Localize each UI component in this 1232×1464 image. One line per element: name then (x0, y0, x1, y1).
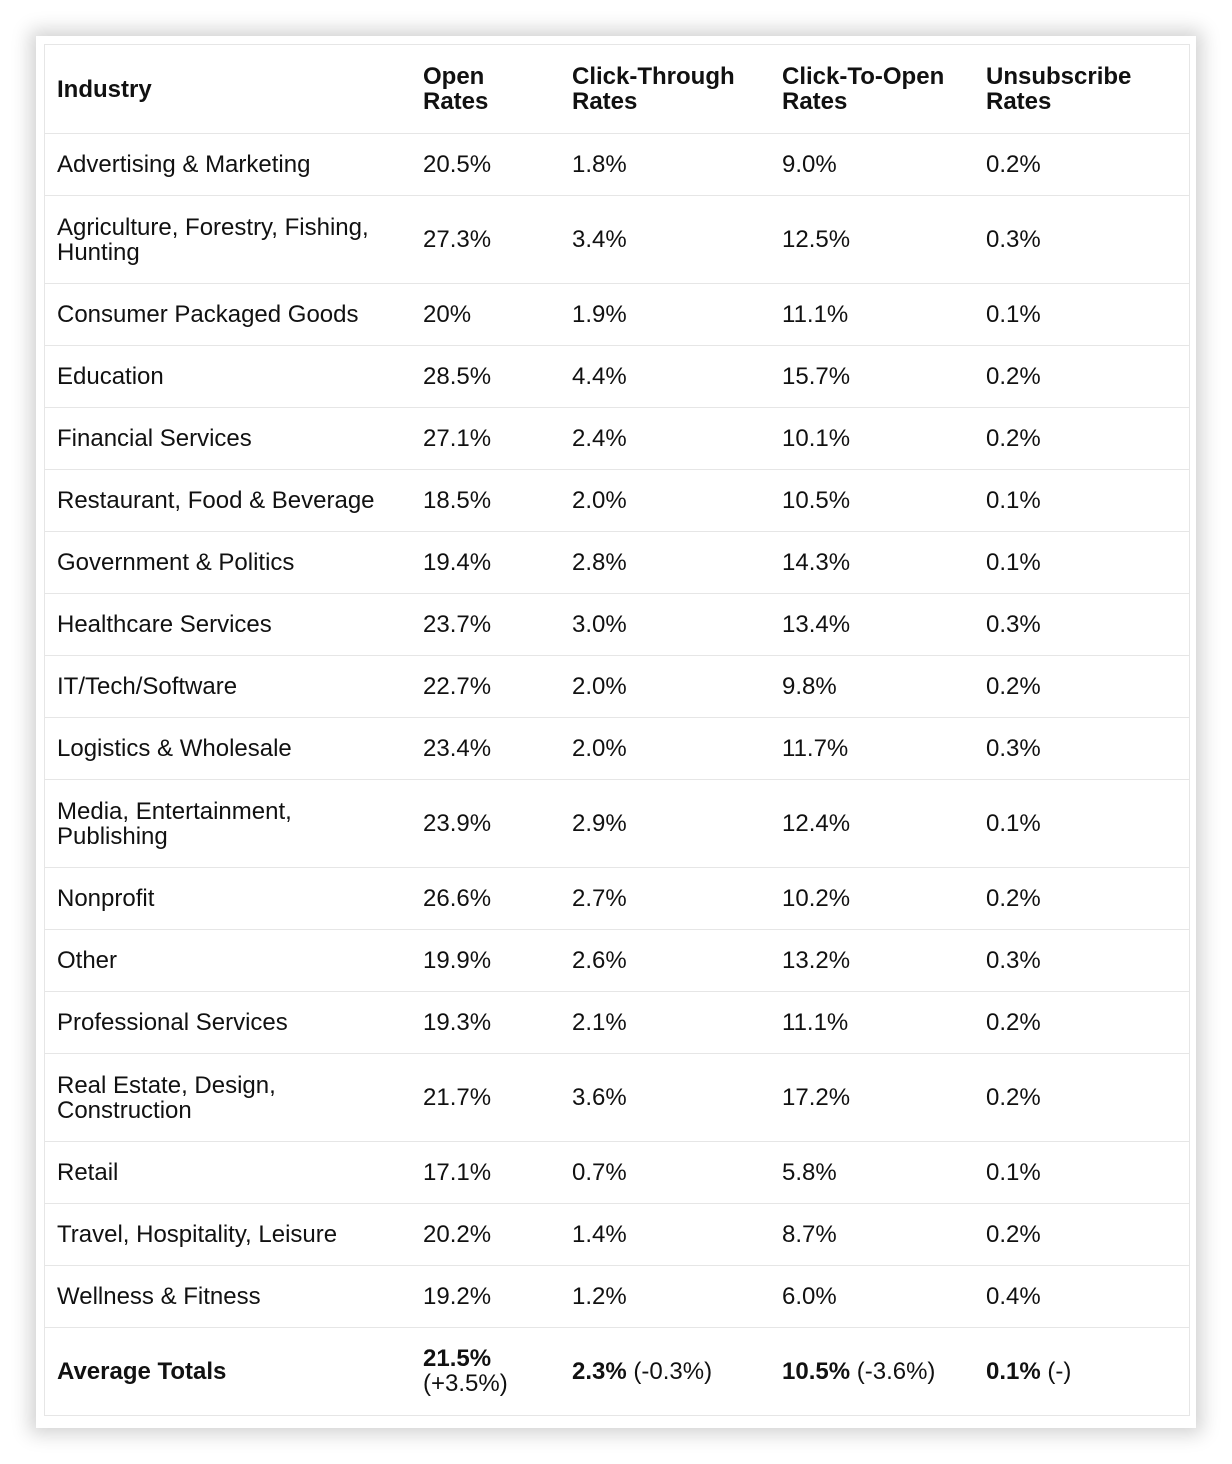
cell-industry (45, 780, 411, 868)
table-row (45, 992, 1189, 1054)
cell-open-rate: 23.7% (411, 594, 560, 656)
cell-open-rate: 19.4% (411, 532, 560, 594)
header-industry: Industry (45, 45, 411, 134)
table-row (45, 1054, 1189, 1142)
cell-industry (45, 1142, 411, 1204)
cell-industry (45, 868, 411, 930)
cell-industry (45, 196, 411, 284)
cell-click-to-open-rate: 17.2% (770, 1054, 974, 1142)
cell-click-through-rate: 2.7% (560, 868, 770, 930)
cell-click-to-open-rate: 13.4% (770, 594, 974, 656)
industry-name-line: Nonprofit (57, 885, 155, 912)
cell-click-to-open-rate: 10.5% (770, 470, 974, 532)
industry-name-line: Wellness & Fitness (57, 1283, 261, 1310)
cell-open-rate: 18.5% (411, 470, 560, 532)
cell-click-to-open-rate: 10.1% (770, 408, 974, 470)
cell-unsubscribe-rate: 0.3% (974, 930, 1189, 992)
cell-click-to-open-rate: 8.7% (770, 1204, 974, 1266)
cell-open-rate: 27.1% (411, 408, 560, 470)
cell-open-rate: 21.7% (411, 1054, 560, 1142)
industry-name-line: Advertising & Marketing (57, 151, 311, 178)
table-row (45, 594, 1189, 656)
industry-name-line: Retail (57, 1159, 119, 1186)
table-row (45, 930, 1189, 992)
totals-cto (770, 1328, 974, 1415)
cell-industry (45, 656, 411, 718)
industry-name-line: Publishing (57, 822, 168, 850)
cell-industry (45, 346, 411, 408)
table-row (45, 1266, 1189, 1328)
header-click-through-rates: Click-Through Rates (560, 45, 770, 134)
totals-cto-value: 10.5% (782, 1357, 851, 1385)
cell-unsubscribe-rate: 0.2% (974, 992, 1189, 1054)
email-benchmarks-table (45, 45, 1189, 1414)
cell-click-to-open-rate: 6.0% (770, 1266, 974, 1328)
table-row (45, 284, 1189, 346)
cell-unsubscribe-rate: 0.2% (974, 134, 1189, 196)
cell-open-rate: 20.2% (411, 1204, 560, 1266)
cell-open-rate: 27.3% (411, 196, 560, 284)
industry-name-line: Agriculture, Forestry, Fishing, (57, 213, 369, 241)
cell-click-through-rate: 2.8% (560, 532, 770, 594)
table-row (45, 134, 1189, 196)
cell-click-through-rate: 0.7% (560, 1142, 770, 1204)
cell-unsubscribe-rate: 0.3% (974, 196, 1189, 284)
table-row (45, 868, 1189, 930)
cell-click-through-rate: 1.9% (560, 284, 770, 346)
table-row (45, 346, 1189, 408)
cell-unsubscribe-rate: 0.1% (974, 470, 1189, 532)
totals-open-change: (+3.5%) (423, 1370, 508, 1397)
cell-unsubscribe-rate: 0.2% (974, 346, 1189, 408)
cell-industry (45, 1054, 411, 1142)
cell-click-through-rate: 4.4% (560, 346, 770, 408)
cell-click-through-rate: 2.9% (560, 780, 770, 868)
totals-label: Average Totals (57, 1357, 227, 1385)
industry-name-line: Construction (57, 1096, 192, 1124)
totals-unsub (974, 1328, 1189, 1415)
cell-click-through-rate: 2.4% (560, 408, 770, 470)
table-row (45, 408, 1189, 470)
cell-open-rate: 17.1% (411, 1142, 560, 1204)
cell-click-through-rate: 2.1% (560, 992, 770, 1054)
totals-ctr-value: 2.3% (572, 1357, 627, 1385)
cell-click-through-rate: 1.8% (560, 134, 770, 196)
industry-name-line: Education (57, 363, 164, 390)
industry-name-line: Travel, Hospitality, Leisure (57, 1221, 338, 1248)
table-body (45, 134, 1189, 1328)
cell-click-through-rate: 3.4% (560, 196, 770, 284)
cell-click-through-rate: 2.6% (560, 930, 770, 992)
cell-unsubscribe-rate: 0.1% (974, 284, 1189, 346)
cell-unsubscribe-rate: 0.1% (974, 780, 1189, 868)
table-row (45, 656, 1189, 718)
cell-open-rate: 23.4% (411, 718, 560, 780)
totals-unsub-value: 0.1% (986, 1357, 1041, 1385)
table-row (45, 1204, 1189, 1266)
cell-click-through-rate: 2.0% (560, 718, 770, 780)
cell-click-to-open-rate: 12.5% (770, 196, 974, 284)
cell-open-rate: 23.9% (411, 780, 560, 868)
totals-cto-change: (-3.6%) (856, 1357, 936, 1385)
cell-click-to-open-rate: 11.7% (770, 718, 974, 780)
totals-open-value: 21.5% (423, 1345, 492, 1372)
totals-open-rate (411, 1328, 560, 1415)
cell-unsubscribe-rate: 0.3% (974, 594, 1189, 656)
cell-click-to-open-rate: 9.8% (770, 656, 974, 718)
cell-click-through-rate: 1.4% (560, 1204, 770, 1266)
cell-industry (45, 470, 411, 532)
table-container (44, 44, 1190, 1416)
totals-ctr-change: (-0.3%) (633, 1357, 713, 1385)
industry-name-line: Government & Politics (57, 549, 295, 576)
cell-open-rate: 26.6% (411, 868, 560, 930)
cell-click-to-open-rate: 12.4% (770, 780, 974, 868)
table-row (45, 196, 1189, 284)
cell-unsubscribe-rate: 0.2% (974, 408, 1189, 470)
cell-industry (45, 718, 411, 780)
cell-industry (45, 992, 411, 1054)
cell-click-to-open-rate: 11.1% (770, 992, 974, 1054)
table-row (45, 1142, 1189, 1204)
cell-click-to-open-rate: 5.8% (770, 1142, 974, 1204)
industry-name-line: Consumer Packaged Goods (57, 301, 359, 328)
cell-click-to-open-rate: 13.2% (770, 930, 974, 992)
header-row (45, 45, 1189, 134)
industry-name-line: Financial Services (57, 425, 252, 452)
cell-click-through-rate: 3.6% (560, 1054, 770, 1142)
cell-open-rate: 28.5% (411, 346, 560, 408)
table-row (45, 470, 1189, 532)
cell-click-to-open-rate: 15.7% (770, 346, 974, 408)
cell-unsubscribe-rate: 0.2% (974, 1054, 1189, 1142)
industry-name-line: Other (57, 947, 118, 974)
industry-name-line: IT/Tech/Software (57, 673, 238, 700)
cell-open-rate: 19.2% (411, 1266, 560, 1328)
table-row (45, 780, 1189, 868)
cell-click-to-open-rate: 10.2% (770, 868, 974, 930)
cell-unsubscribe-rate: 0.4% (974, 1266, 1189, 1328)
industry-name-line: Media, Entertainment, (57, 797, 292, 825)
industry-name-line: Healthcare Services (57, 611, 272, 638)
cell-unsubscribe-rate: 0.2% (974, 656, 1189, 718)
cell-click-through-rate: 2.0% (560, 470, 770, 532)
header-open-rates: Open Rates (411, 45, 560, 134)
totals-row (45, 1328, 1189, 1415)
cell-open-rate: 20% (411, 284, 560, 346)
totals-unsub-change: (-) (1047, 1357, 1072, 1385)
cell-click-to-open-rate: 9.0% (770, 134, 974, 196)
industry-name-line: Hunting (57, 238, 140, 266)
cell-click-through-rate: 2.0% (560, 656, 770, 718)
cell-industry (45, 532, 411, 594)
cell-unsubscribe-rate: 0.2% (974, 1204, 1189, 1266)
cell-click-through-rate: 1.2% (560, 1266, 770, 1328)
cell-unsubscribe-rate: 0.3% (974, 718, 1189, 780)
header-unsubscribe-rates: Unsubscribe Rates (974, 45, 1189, 134)
cell-industry (45, 1204, 411, 1266)
cell-open-rate: 19.9% (411, 930, 560, 992)
industry-name-line: Real Estate, Design, (57, 1071, 276, 1099)
cell-open-rate: 19.3% (411, 992, 560, 1054)
cell-click-through-rate: 3.0% (560, 594, 770, 656)
cell-open-rate: 20.5% (411, 134, 560, 196)
cell-industry (45, 930, 411, 992)
cell-unsubscribe-rate: 0.2% (974, 868, 1189, 930)
table-row (45, 532, 1189, 594)
industry-name-line: Logistics & Wholesale (57, 735, 292, 762)
cell-unsubscribe-rate: 0.1% (974, 532, 1189, 594)
header-click-to-open-rates: Click-To-Open Rates (770, 45, 974, 134)
cell-click-to-open-rate: 11.1% (770, 284, 974, 346)
cell-industry (45, 408, 411, 470)
totals-ctr (560, 1328, 770, 1415)
cell-click-to-open-rate: 14.3% (770, 532, 974, 594)
cell-industry (45, 1266, 411, 1328)
table-card (36, 36, 1196, 1428)
cell-unsubscribe-rate: 0.1% (974, 1142, 1189, 1204)
cell-industry (45, 134, 411, 196)
cell-industry (45, 594, 411, 656)
table-row (45, 718, 1189, 780)
cell-open-rate: 22.7% (411, 656, 560, 718)
industry-name-line: Professional Services (57, 1009, 288, 1036)
cell-industry (45, 284, 411, 346)
industry-name-line: Restaurant, Food & Beverage (57, 487, 375, 514)
